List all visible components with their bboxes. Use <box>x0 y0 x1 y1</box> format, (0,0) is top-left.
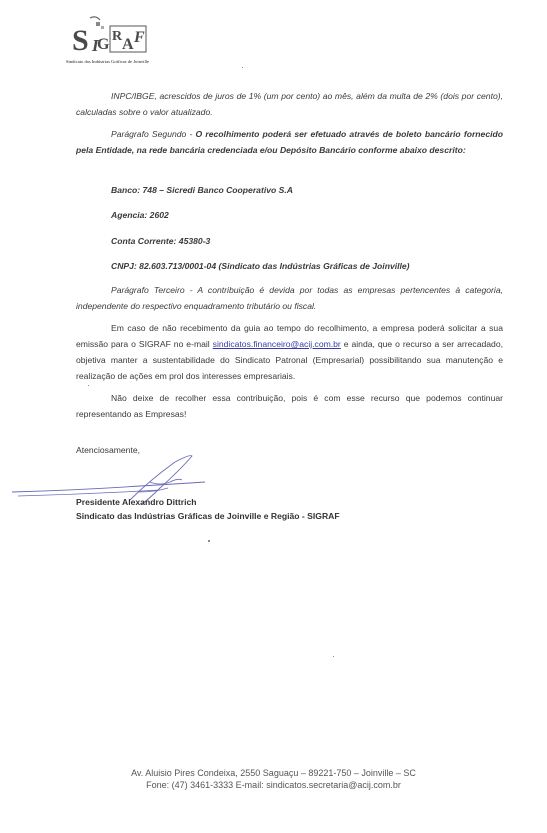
paragraph-reminder: Não deixe de recolher essa contribuição, pois é com esse recurso que podemos continuar representando as Empresas! <box>76 393 503 419</box>
footer-contact: Fone: (47) 3461-3333 E-mail: sindicatos.secretaria@acij.com.br <box>146 780 401 790</box>
svg-text:S: S <box>72 24 89 56</box>
paragraph-emission-end: e ainda, que o recurso a ser arrecadado, objetiva manter a sustentabilidade do Sindicato Patronal (Empresarial) possibilitando sua manutenção e realização de ações em prol dos interesses empresariais. <box>76 339 503 381</box>
svg-text:G: G <box>97 36 110 53</box>
paragraph-segundo-lead: Parágrafo Segundo - <box>111 129 196 139</box>
bank-account: Conta Corrente: 45380-3 <box>111 236 211 246</box>
svg-text:I: I <box>92 36 99 55</box>
sigraf-logo-mark <box>70 16 148 56</box>
signatory-name: Presidente Alexandro Dittrich <box>76 497 197 507</box>
paragraph-emission <box>76 320 503 384</box>
footer-address: Av. Aluisio Pires Condeixa, 2550 Saguaçu – 89221-750 – Joinville – SC <box>131 768 416 778</box>
paragraph-segundo <box>76 126 503 158</box>
logo-caption: Sindicato das Indústrias Gráficas de Joinville <box>66 59 150 64</box>
financeiro-email-link[interactable]: sindicatos.financeiro@acij.com.br <box>212 339 341 349</box>
paragraph-emission-start: Em caso de não recebimento da guia ao tempo do recolhimento, a empresa poderá solicitar a sua emissão para o SIGRAF no e-mail <box>76 323 503 349</box>
paragraph-interest: INPC/IBGE, acrescidos de juros de 1% (um por cento) ao mês, além da multa de 2% (dois por cento), calculadas sobre o valor atualizado. <box>76 91 503 117</box>
bank-agency: Agencia: 2602 <box>111 210 169 220</box>
sigraf-logo <box>66 16 152 68</box>
scan-dot <box>242 67 243 68</box>
paragraph-terceiro: Parágrafo Terceiro - A contribuição é devida por todas as empresas pertencentes à categoria, independente do respectivo enquadramento tributário ou fiscal. <box>76 285 503 311</box>
svg-text:F: F <box>134 29 145 46</box>
bank-name: Banco: 748 – Sicredi Banco Cooperativo S.A <box>111 185 293 195</box>
paragraph-segundo-text: O recolhimento poderá ser efetuado através de boleto bancário fornecido pela Entidade, na rede bancária credenciada e/ou Depósito Bancário conforme abaixo descrito: <box>76 129 503 155</box>
scan-dot <box>88 385 89 386</box>
closing: Atenciosamente, <box>76 445 141 455</box>
svg-text:R: R <box>112 29 123 44</box>
scan-dot <box>208 540 210 542</box>
bank-cnpj: CNPJ: 82.603.713/0001-04 (Sindicato das Indústrias Gráficas de Joinville) <box>111 261 410 271</box>
scan-dot <box>333 656 334 657</box>
svg-text:A: A <box>122 36 134 53</box>
signatory-organization: Sindicato das Indústrias Gráficas de Joinville e Região - SIGRAF <box>76 511 340 521</box>
